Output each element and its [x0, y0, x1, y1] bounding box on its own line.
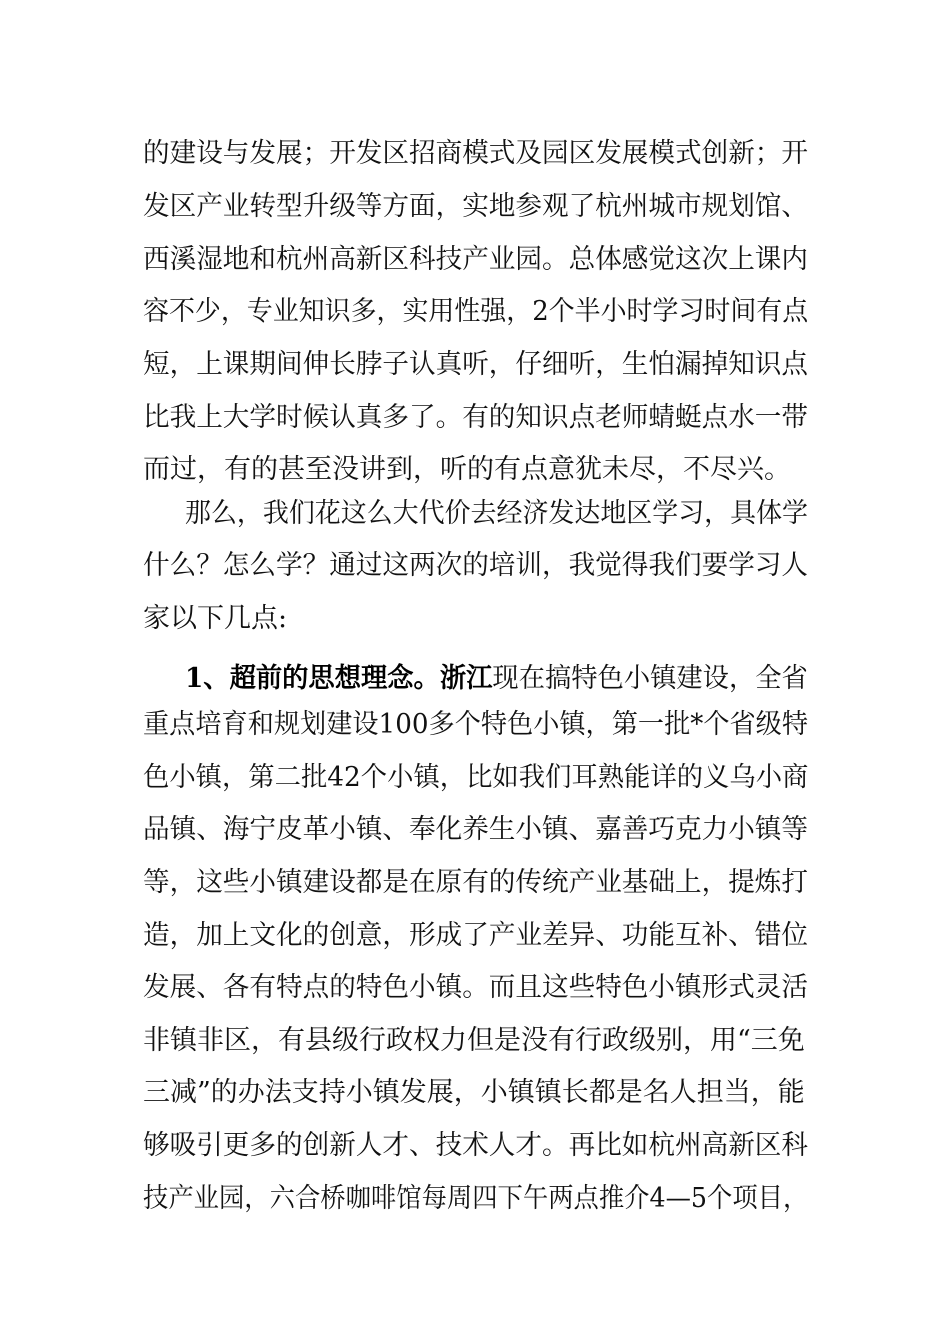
text-line: [0, 1073, 950, 1113]
text-line: [0, 292, 950, 332]
text-line: [0, 134, 950, 174]
text-line: [0, 1021, 950, 1061]
paragraph-3-line-4: 品镇、海宁皮革小镇、奉化养生小镇、嘉善巧克力小镇等: [143, 814, 808, 845]
text-line: [0, 863, 950, 903]
paragraph-3-line-2: 重点培育和规划建设100多个特色小镇，第一批*个省级特: [143, 709, 809, 740]
paragraph-1-line-1: 的建设与发展；开发区招商模式及园区发展模式创新；开: [143, 138, 808, 169]
text-line: [0, 398, 950, 438]
paragraph-2-line-1: 那么，我们花这么大代价去经济发达地区学习，具体学: [185, 498, 808, 529]
text-line: [0, 450, 950, 490]
text-line: [0, 1126, 950, 1166]
text-line: [0, 659, 950, 699]
text-line: [0, 546, 950, 586]
paragraph-1-line-4: 容不少，专业知识多，实用性强，2个半小时学习时间有点: [143, 296, 809, 327]
text-line: [0, 1179, 950, 1219]
text-line: [0, 968, 950, 1008]
text-line: [0, 187, 950, 227]
paragraph-3-line-10: 够吸引更多的创新人才、技术人才。再比如杭州高新区科: [143, 1130, 808, 1161]
text-line: [0, 810, 950, 850]
paragraph-1-line-3: 西溪湿地和杭州高新区科技产业园。总体感觉这次上课内: [143, 244, 808, 275]
paragraph-3-first-line: [185, 659, 808, 699]
paragraph-3-line-5: 等，这些小镇建设都是在原有的传统产业基础上，提炼打: [143, 867, 808, 898]
text-line: [0, 240, 950, 280]
paragraph-3-line-9: 三减”的办法支持小镇发展，小镇镇长都是名人担当，能: [143, 1077, 805, 1108]
text-line: [0, 345, 950, 385]
paragraph-1-line-2: 发区产业转型升级等方面，实地参观了杭州城市规划馆、: [143, 191, 808, 222]
paragraph-1-line-5: 短，上课期间伸长脖子认真听，仔细听，生怕漏掉知识点: [143, 349, 808, 380]
section-heading: 1、超前的思想理念。浙江: [185, 663, 493, 694]
text-line: [0, 916, 950, 956]
paragraph-2-line-3: 家以下几点:: [143, 603, 288, 634]
paragraph-3-line-3: 色小镇，第二批42个小镇，比如我们耳熟能详的义乌小商: [143, 762, 809, 793]
paragraph-3-line-6: 造，加上文化的创意，形成了产业差异、功能互补、错位: [143, 920, 808, 951]
text-line: [0, 705, 950, 745]
paragraph-3-line-11: 技产业园，六合桥咖啡馆每周四下午两点推介4—5个项目，: [143, 1183, 809, 1214]
paragraph-1-line-7: 而过，有的甚至没讲到，听的有点意犹未尽，不尽兴。: [143, 454, 791, 485]
paragraph-3-line-7: 发展、各有特点的特色小镇。而且这些特色小镇形式灵活: [143, 972, 808, 1003]
text-line: [0, 599, 950, 639]
text-line: [0, 758, 950, 798]
paragraph-1-line-6: 比我上大学时候认真多了。有的知识点老师蜻蜓点水一带: [143, 402, 808, 433]
paragraph-3-line-8: 非镇非区，有县级行政权力但是没有行政级别，用“三免: [143, 1025, 805, 1056]
paragraph-3-line-1-rest: 现在搞特色小镇建设，全省: [492, 663, 808, 694]
text-line: [0, 494, 950, 534]
paragraph-2-line-2: 什么？怎么学？通过这两次的培训，我觉得我们要学习人: [143, 550, 808, 581]
